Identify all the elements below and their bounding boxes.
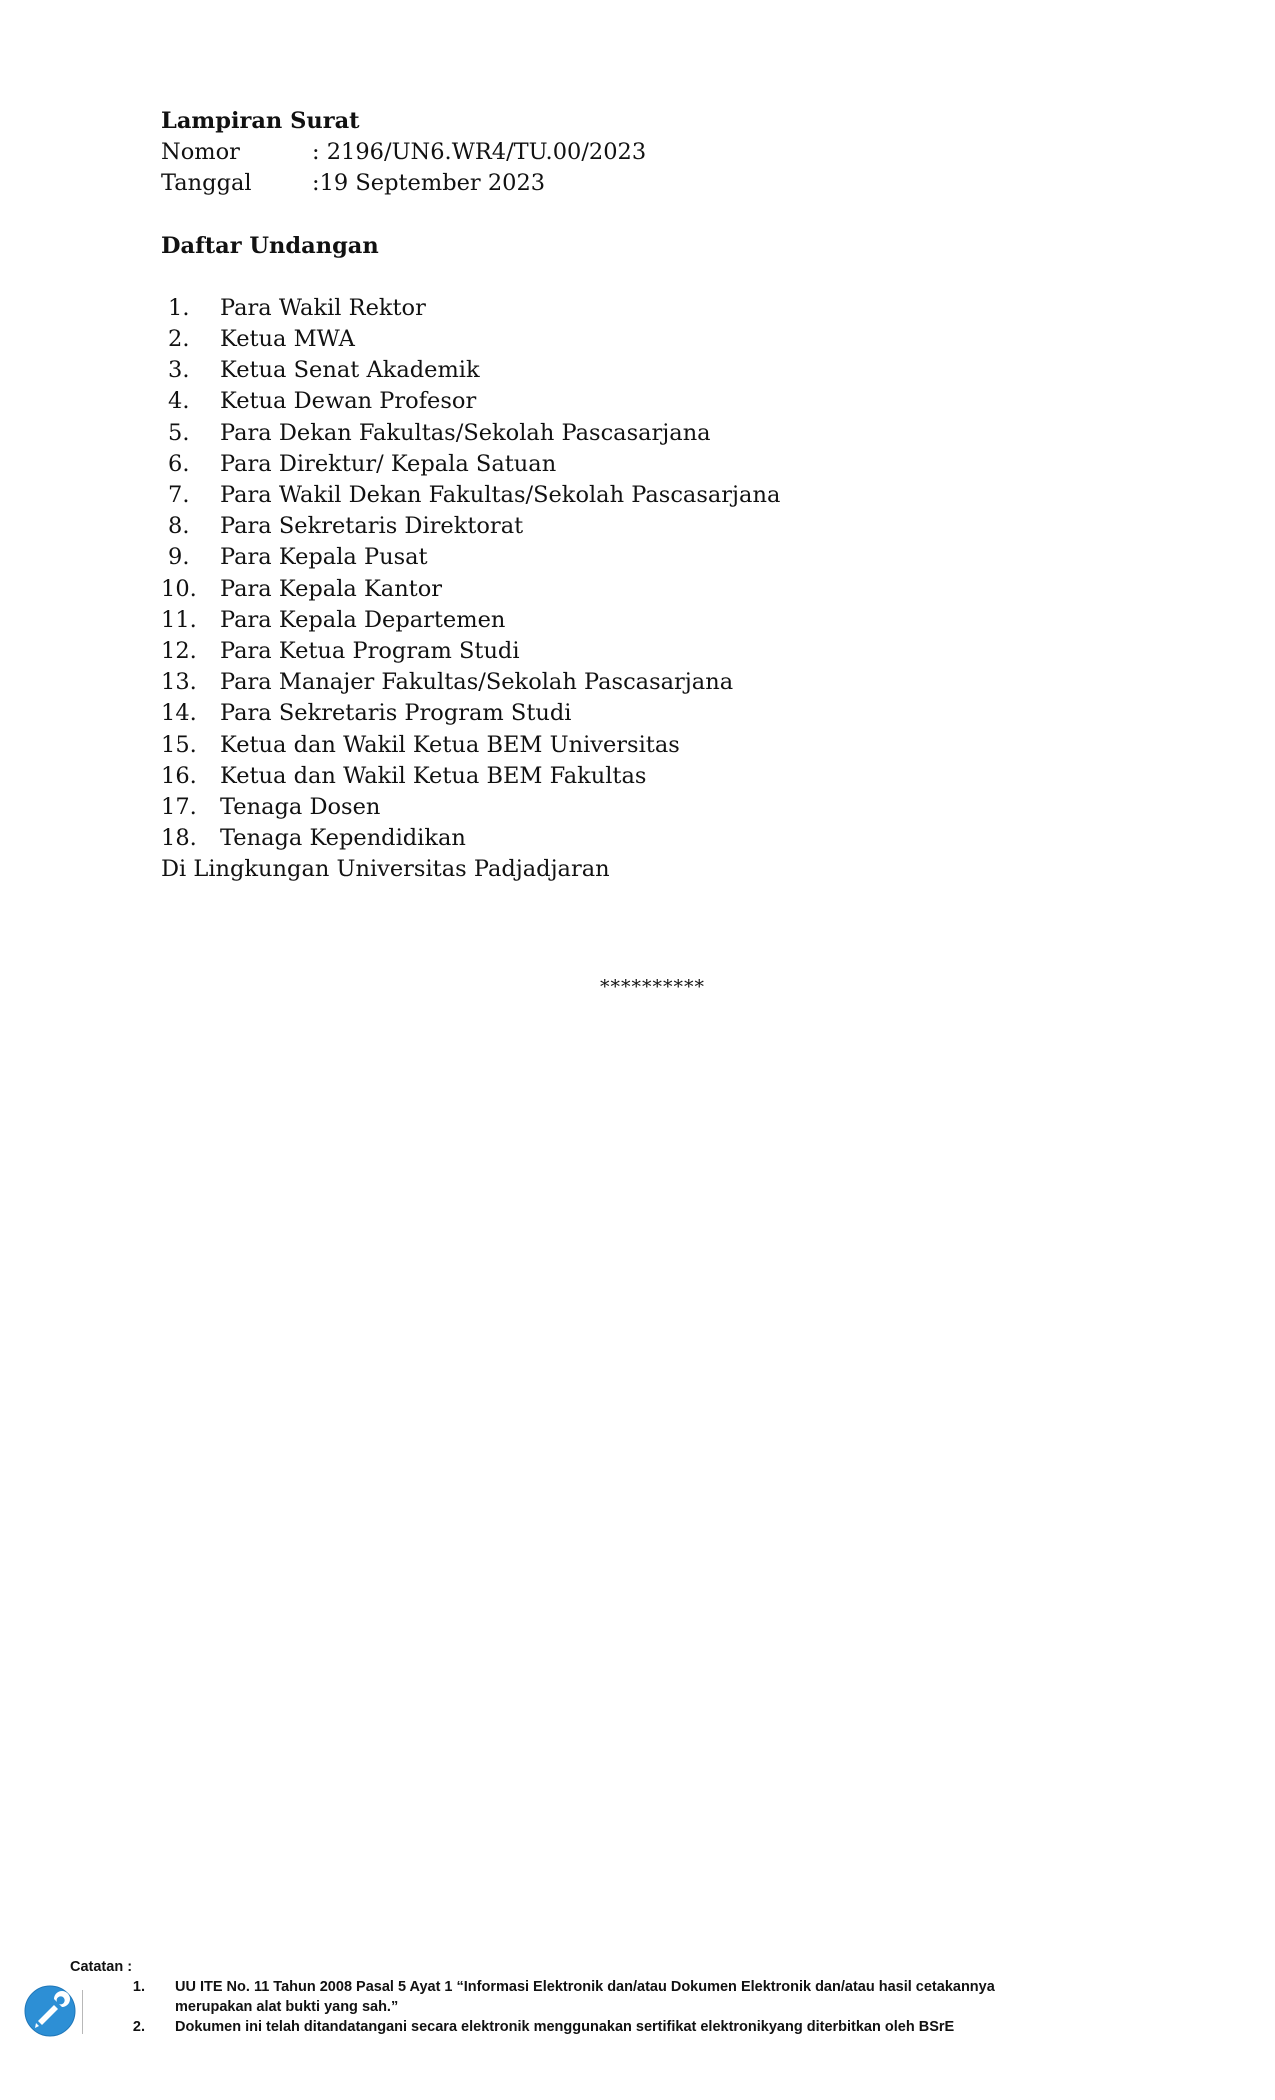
list-text: Para Dekan Fakultas/Sekolah Pascasarjana	[220, 419, 711, 446]
list-number: 5.	[168, 419, 190, 446]
list-text: Para Kepala Kantor	[220, 575, 443, 602]
list-text: Para Wakil Rektor	[220, 294, 426, 321]
list-number: 3.	[168, 357, 190, 384]
list-item	[161, 542, 1161, 573]
list-number: 14.	[161, 700, 197, 727]
list-number: 4.	[168, 388, 190, 415]
list-text: Para Kepala Pusat	[220, 544, 428, 571]
list-number: 1.	[168, 294, 190, 321]
note-item	[70, 1977, 1070, 2017]
list-number: 13.	[161, 669, 197, 696]
invitation-list	[161, 293, 1161, 855]
nomor-value: : 2196/UN6.WR4/TU.00/2023	[312, 139, 647, 166]
nomor-row	[161, 137, 1161, 168]
tanggal-value: :19 September 2023	[312, 170, 546, 197]
bsre-logo-icon	[24, 1985, 76, 2037]
list-text: Para Kepala Departemen	[220, 606, 506, 633]
list-item	[161, 792, 1161, 823]
list-text: Ketua Dewan Profesor	[220, 388, 477, 415]
list-text: Para Sekretaris Direktorat	[220, 513, 524, 540]
list-number: 9.	[168, 544, 190, 571]
list-number: 17.	[161, 794, 197, 821]
nomor-label: Nomor	[161, 139, 240, 166]
list-item	[161, 511, 1161, 542]
list-item	[161, 636, 1161, 667]
list-text: Tenaga Kependidikan	[220, 825, 466, 852]
notes-title: Catatan :	[70, 1959, 133, 1975]
end-separator: **********	[600, 976, 705, 998]
list-item	[161, 823, 1161, 854]
list-item	[161, 761, 1161, 792]
list-text: Para Direktur/ Kepala Satuan	[220, 450, 557, 477]
list-text: Para Manajer Fakultas/Sekolah Pascasarjana	[220, 669, 734, 696]
tanggal-row	[161, 168, 1161, 199]
list-number: 15.	[161, 731, 197, 758]
list-item	[161, 480, 1161, 511]
list-text: Para Sekretaris Program Studi	[220, 700, 572, 727]
list-item	[161, 293, 1161, 324]
invitation-heading: Daftar Undangan	[161, 232, 379, 259]
list-item	[161, 667, 1161, 698]
list-item	[161, 730, 1161, 761]
list-text: Para Ketua Program Studi	[220, 638, 520, 665]
list-item	[161, 574, 1161, 605]
list-text: Tenaga Dosen	[220, 794, 381, 821]
note-item	[70, 2017, 1070, 2037]
list-text: Ketua dan Wakil Ketua BEM Universitas	[220, 731, 680, 758]
list-item	[161, 386, 1161, 417]
list-number: 8.	[168, 513, 190, 540]
list-item	[161, 418, 1161, 449]
list-text: Ketua MWA	[220, 326, 355, 353]
list-item	[161, 355, 1161, 386]
list-number: 7.	[168, 482, 190, 509]
letter-attachment	[161, 106, 1161, 886]
tanggal-label: Tanggal	[161, 170, 252, 197]
list-number: 12.	[161, 638, 197, 665]
note-text: UU ITE No. 11 Tahun 2008 Pasal 5 Ayat 1 “Informasi Elektronik dan/atau Dokumen Elektronik dan/atau hasil cetakannya merupakan alat bukti yang sah.”	[175, 1979, 995, 2015]
list-number: 10.	[161, 575, 197, 602]
footer-notes	[70, 1957, 1070, 2037]
attachment-title: Lampiran Surat	[161, 108, 360, 134]
note-number: 2.	[132, 2019, 145, 2035]
list-item	[161, 605, 1161, 636]
list-number: 11.	[161, 606, 197, 633]
list-number: 16.	[161, 762, 197, 789]
list-text: Para Wakil Dekan Fakultas/Sekolah Pascasarjana	[220, 482, 781, 509]
list-item	[161, 449, 1161, 480]
note-text: Dokumen ini telah ditandatangani secara elektronik menggunakan sertifikat elektronikyang diterbitkan oleh BSrE	[175, 2019, 955, 2035]
closing-line: Di Lingkungan Universitas Padjadjaran	[161, 856, 610, 883]
list-number: 2.	[168, 326, 190, 353]
list-text: Ketua Senat Akademik	[220, 357, 480, 384]
list-number: 18.	[161, 825, 197, 852]
list-item	[161, 324, 1161, 355]
note-number: 1.	[132, 1979, 145, 1995]
list-number: 6.	[168, 450, 190, 477]
list-text: Ketua dan Wakil Ketua BEM Fakultas	[220, 762, 647, 789]
list-item	[161, 698, 1161, 729]
